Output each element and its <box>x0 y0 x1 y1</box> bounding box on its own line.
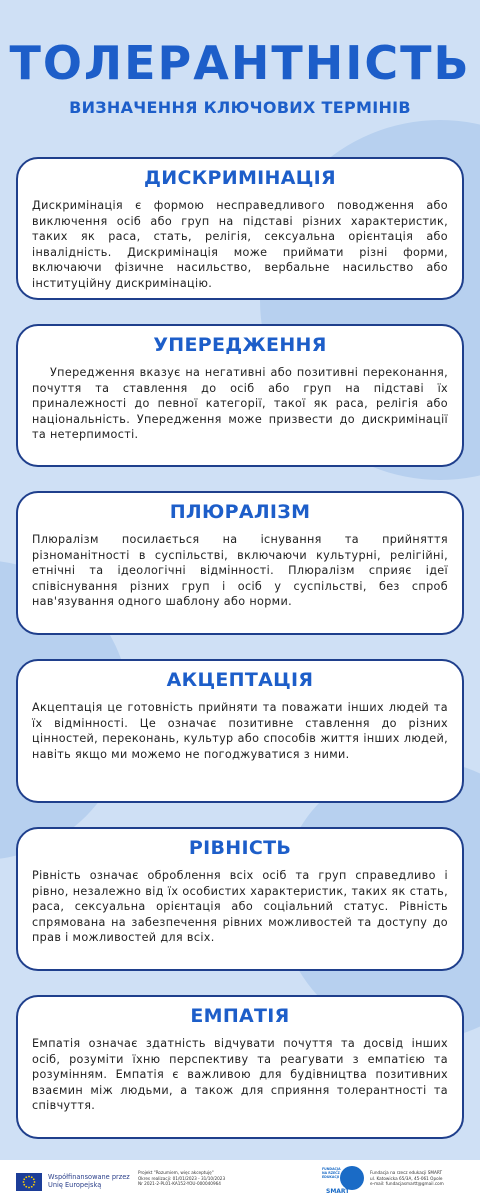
smart-logo-icon <box>340 1166 364 1190</box>
term-card-equality <box>16 827 464 971</box>
term-title: УПЕРЕДЖЕННЯ <box>153 334 327 356</box>
page-subtitle: ВИЗНАЧЕННЯ КЛЮЧОВИХ ТЕРМІНІВ <box>69 98 411 117</box>
eu-flag-icon <box>16 1173 42 1191</box>
page-title: ТОЛЕРАНТНІСТЬ <box>9 36 471 90</box>
header <box>0 36 480 117</box>
term-card-empathy <box>16 995 464 1139</box>
term-card-pluralism <box>16 491 464 635</box>
term-card-prejudice <box>16 324 464 467</box>
term-title: ЕМПАТІЯ <box>190 1005 290 1027</box>
project-info-line: Okres realizacji: 01/01/2023 - 31/10/2023 <box>138 1175 226 1181</box>
term-definition: Плюралізм посилається на існування та прийняття різноманітності в суспільстві, включаючи культурні, релігійні, етнічні та ідеологічні відмінності. Плюралізм сприяє ідеї співіснування різних груп і осіб у суспільстві, без спроб нав'язування одного шаблону або норми. <box>32 533 448 609</box>
term-title: ДИСКРИМІНАЦІЯ <box>144 167 336 189</box>
foundation-info-line: ul. Katowicka 65/3A, 45-061 Opole <box>370 1175 443 1181</box>
foundation-info-line: e-mail: fundacjasmartt@gmail.com <box>370 1181 444 1187</box>
term-definition: Дискримінація є формою несправедливого поводження або виключення осіб або груп на підставі різних характеристик, таких як раса, стать, релігія, сексуальна орієнтація або інвалідність. Дискримінація може приймати різні форми, включаючи фізичне насильство, вербальне насильство або інституційну дискримінацію. <box>32 199 448 290</box>
footer <box>0 1160 480 1200</box>
project-info-line: Projekt "Rozumiem, więc akceptuję" <box>138 1170 214 1175</box>
smart-logo-word: SMART <box>326 1188 350 1195</box>
term-title: РІВНІСТЬ <box>188 837 292 859</box>
eu-cofunding-text: Współfinansowane przez Unię Europejską <box>48 1173 130 1189</box>
foundation-info <box>370 1170 474 1187</box>
term-card-discrimination <box>16 157 464 300</box>
term-definition: Акцептація це готовність прийняти та поважати інших людей та їх відмінності. Це означає позитивне ставлення до різних цінностей, переконань, культур або способів життя інших людей, навіть якщо ми можемо не погоджуватися з ними. <box>32 701 448 761</box>
term-title: АКЦЕПТАЦІЯ <box>166 669 314 691</box>
term-definition: Упередження вказує на негативні або позитивні переконання, почуття та ставлення до осіб або груп на підставі їх приналежності до певної категорії, такої як раса, релігія або національність. Упередження може призвести до дискримінації та нетерпимості. <box>32 366 448 442</box>
smart-foundation-logo <box>322 1166 364 1196</box>
term-title: ПЛЮРАЛІЗМ <box>169 501 311 523</box>
term-definition: Рівність означає оброблення всіх осіб та груп справедливо і рівно, незалежно від їх особистих характеристик, таких як стать, раса, сексуальна орієнтація або соціальний статус. Рівність спрямована на забезпечення рівних можливостей та доступу до прав і можливостей для всіх. <box>32 869 448 945</box>
smart-logo-caption: FUNDACJA NA RZECZ EDUKACJI <box>322 1167 341 1179</box>
term-card-acceptance <box>16 659 464 803</box>
project-info-line: Nr 2021-2-PL01-KA152-YOU-000040964 <box>138 1181 221 1187</box>
term-definition: Емпатія означає здатність відчувати почуття та досвід інших осіб, розуміти їхню перспективу та реагувати з емпатією та розумінням. Емпатія є важливою для будівництва позитивних взаємин між людьми, а також для сприяння толерантності та співчуття. <box>32 1037 448 1113</box>
foundation-info-line: Fundacja na rzecz edukacji SMART <box>370 1170 443 1175</box>
project-info <box>138 1170 258 1187</box>
